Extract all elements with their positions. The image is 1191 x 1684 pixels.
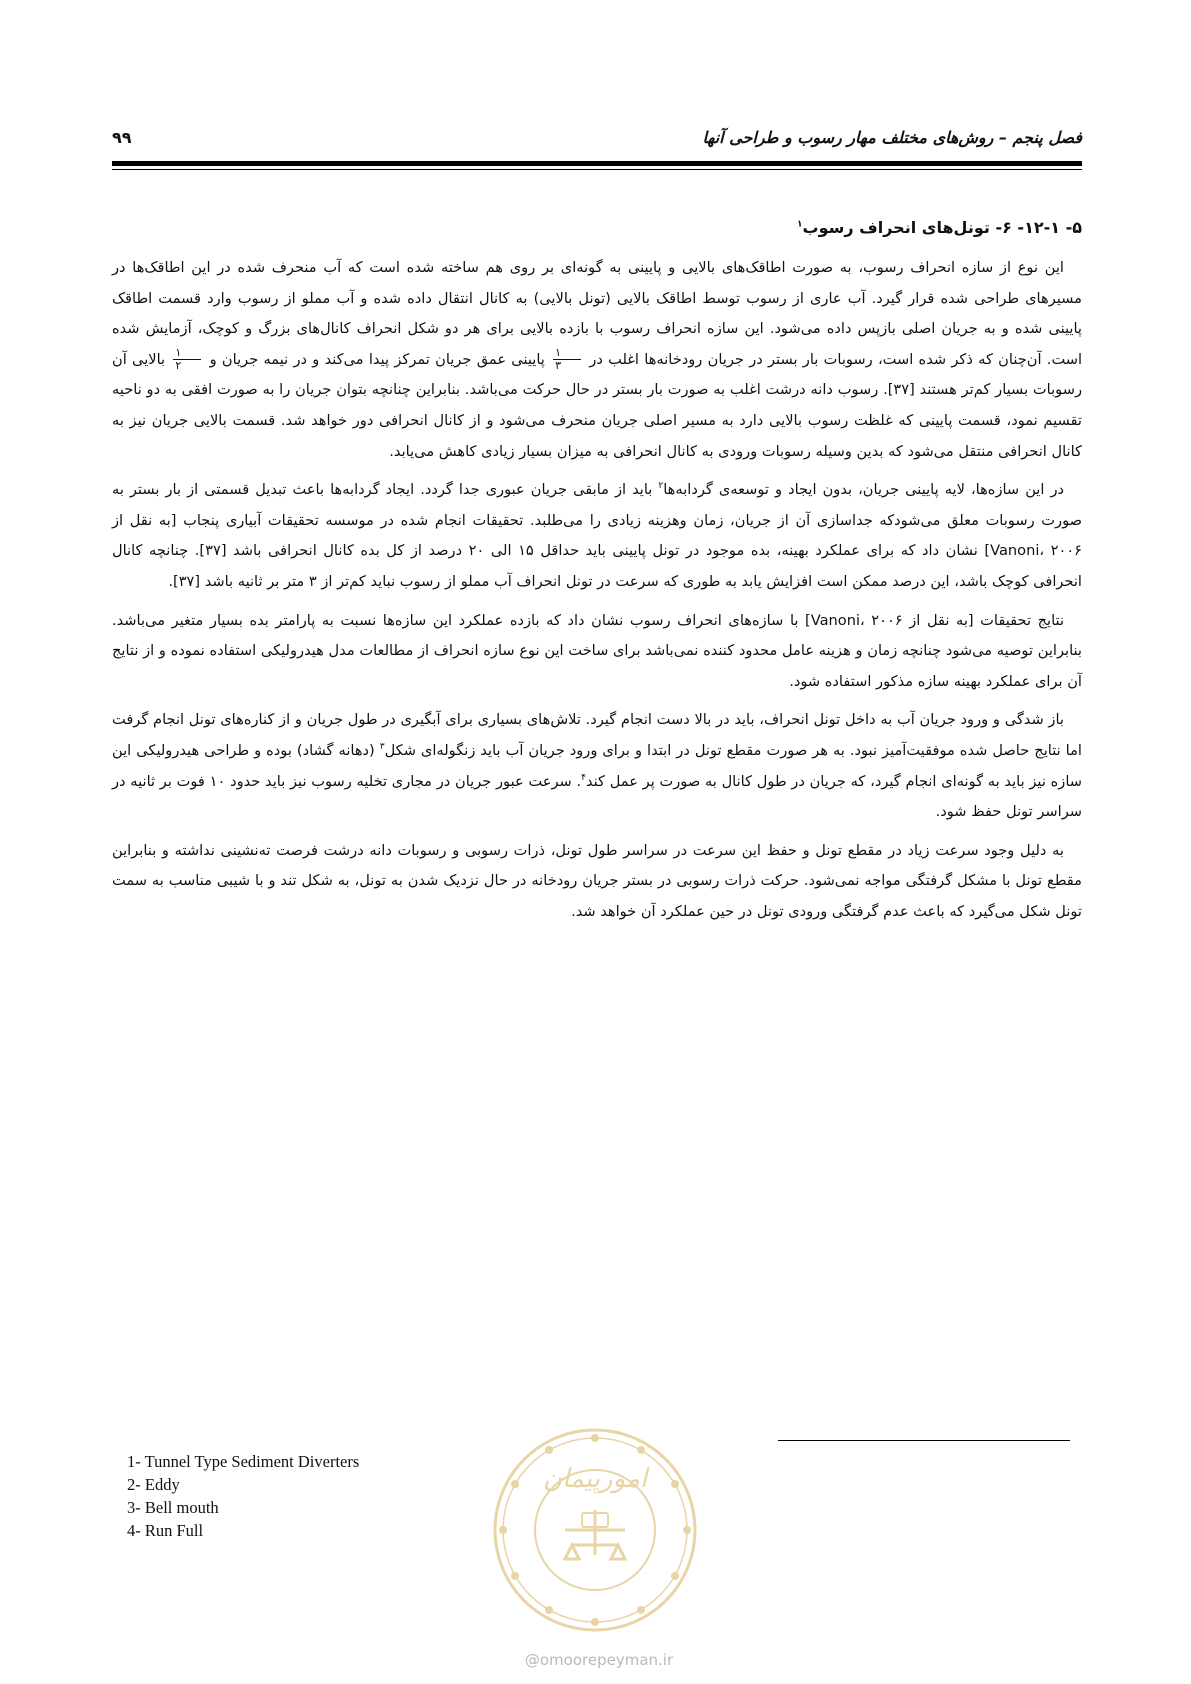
paragraph-4-part-b: (دهانه گشاد) بوده و طراحی هیدرولیکی این سازه نیز باید به گونه‌ای انجام گیرد، که جریان در طول کانال به صورت پر عمل کند	[112, 741, 1082, 790]
paragraph-5: به دلیل وجود سرعت زیاد در مقطع تونل و حفظ این سرعت در سراسر طول تونل، ذرات رسوبی و رسوبات دانه درشت فرصت ته‌نشینی نداشته و بنابراین مقطع تونل با مشکل گرفتگی مواجه نمی‌شود. حرکت ذرات رسوبی در بستر جریان رودخانه در حال نزدیک شدن به تونل، به شکل تند و با شیبی مناسب به سمت تونل شکل می‌گیرد که باعث عدم گرفتگی ورودی تونل در حین عملکرد آن خواهد شد.	[112, 841, 1082, 920]
paragraph-2-part-b: باید از مابقی جریان عبوری جدا گردد. ایجاد گردابه‌ها باعث تبدیل قسمتی از بار بستر به صورت رسوبات معلق می‌شودکه جداسازی آن از جریان، زمان وهزینه زیادی را می‌طلبد. تحقیقات انجام شده در موسسه تحقیقات آبیاری پنجاب [به نقل از Vanoni، ۲۰۰۶] نشان داد که برای عملکرد بهینه، بده موجود در تونل پایینی باید حداقل ۱۵ الی ۲۰ درصد از کل بده کانال انحرافی باشد [۳۷]. چنانچه کانال انحرافی کوچک باشد، این درصد ممکن است افزایش یابد به طوری که سرعت در تونل انحراف آب مملو از رسوب نباید کم‌تر از ۳ متر بر ثانیه باشد [۳۷].	[112, 481, 1082, 590]
chapter-title: فصل پنجم – روش‌های مختلف مهار رسوب و طراحی آنها	[702, 128, 1082, 147]
fraction-numerator: ۱	[553, 347, 581, 360]
running-header	[112, 128, 1082, 158]
section-heading	[112, 213, 1082, 243]
paragraph-4	[112, 705, 1082, 827]
footnote-1: 1- Tunnel Type Sediment Diverters	[127, 1452, 360, 1471]
footnote-ref-3: ۳	[379, 742, 385, 753]
fraction-numerator: ۱	[173, 347, 201, 360]
header-rule-thin	[112, 169, 1082, 170]
footnote-separator	[778, 1440, 1070, 1441]
footnote-3: 3- Bell mouth	[127, 1498, 219, 1517]
header-rule-thick	[112, 161, 1082, 166]
fraction-one-third	[553, 347, 581, 372]
fraction-denominator: ۳	[555, 359, 562, 373]
watermark-logo-text: امورپیمان	[542, 1464, 648, 1494]
watermark-url	[494, 1651, 704, 1669]
paragraph-2	[112, 475, 1082, 597]
paragraph-4-part-a: باز شدگی و ورود جریان آب به داخل تونل انحراف، باید در بالا دست انجام گیرد. تلاش‌های بسیاری برای آبگیری در طول جریان و از کناره‌های تونل انجام گرفت اما نتایج حاصل شده موفقیت‌آمیز نبود. به هر صورت مقطع تونل در ابتدا و برای ورود جریان آب باید زنگوله‌ای شکل	[112, 711, 1082, 759]
watermark-url-text: omoorepeyman.ir	[539, 1651, 674, 1669]
section-title: تونل‌های انحراف رسوب	[802, 218, 990, 237]
paragraph-2-part-a: در این سازه‌ها، لایه پایینی جریان، بدون ایجاد و توسعه‌ی گردابه‌ها	[663, 481, 1064, 499]
paragraph-4-part-c: . سرعت عبور جریان در مجاری تخلیه رسوب نیز باید حدود ۱۰ فوت بر ثانیه در سراسر تونل حفظ شود.	[112, 772, 1082, 821]
footnote-ref-4: ۴	[581, 772, 586, 783]
paragraph-1-part-b: پایینی عمق جریان تمرکز پیدا می‌کند و در نیمه جریان و	[209, 350, 545, 368]
paragraph-1	[112, 253, 1082, 467]
paragraph-1-part-a: این نوع از سازه انحراف رسوب، به صورت اطاقک‌های بالایی و پایینی به گونه‌ای بر روی هم ساخته شده است که آب منحرف شده در این اطاقک‌ها در مسیرهای طراحی شده قرار گیرد. آب عاری از رسوب توسط اطاقک بالایی (تونل بالایی) به کانال انتقال داده شده و آب مملو از رسوب وارد قسمت اطاقک پایینی شده و به جریان اصلی بازپس داده می‌شود. این سازه انحراف رسوب با بازده بالایی برای هر دو شکل انحراف کانال‌های بزرگ و کوچک، آزمایش شده است. آن‌چنان که ذکر شده است، رسوبات بار بستر در جریان رودخانه‌ها اغلب در	[112, 259, 1083, 368]
watermark-at-icon: @	[524, 1651, 540, 1669]
footnotes	[127, 1450, 487, 1542]
paragraph-3: نتایج تحقیقات [به نقل از Vanoni، ۲۰۰۶] با سازه‌های انحراف رسوب نشان داد که بازده عملکرد این سازه‌ها نسبت به پارامتر بده بسیار متغیر می‌باشد. بنابراین توصیه می‌شود چنانچه زمان و هزینه عامل محدود کننده نمی‌باشد برای ساخت این نوع سازه انحراف از مطالعات مدل هیدرولیکی استفاده نموده و از نتایج آن برای عملکرد بهینه سازه مذکور استفاده شود.	[112, 611, 1082, 690]
footnote-4: 4- Run Full	[127, 1521, 204, 1540]
paragraph-1-part-c: بالایی آن رسوبات بسیار کم‌تر هستند [۳۷]. رسوب دانه درشت اغلب به صورت بار بستر در حال حرکت می‌باشد. بنابراین چنانچه بتوان جریان را به صورت افقی به دو ناحیه تقسیم نمود، قسمت پایینی که غلظت رسوب بالایی دارد به مسیر اصلی جریان منحرف می‌شود و از کانال انحرافی دور خواهد شد. قسمت بالایی جریان نیز به کانال انحرافی منتقل می‌شود که بدین وسیله رسوبات ورودی به کانال انحرافی به میزان بسیار زیادی کاهش می‌یابد.	[112, 350, 1082, 460]
page-number: ۹۹	[112, 128, 132, 147]
fraction-one-half	[173, 347, 201, 372]
body-text	[112, 213, 1082, 935]
footnote-2: 2- Eddy	[127, 1475, 180, 1494]
section-number: ۵- ۱۲-۱- ۶-	[995, 218, 1082, 237]
watermark-seal	[490, 1425, 700, 1635]
fraction-denominator: ۲	[175, 359, 182, 373]
footnote-ref-1: ۱	[797, 219, 803, 230]
footnote-ref-2: ۲	[658, 481, 664, 492]
